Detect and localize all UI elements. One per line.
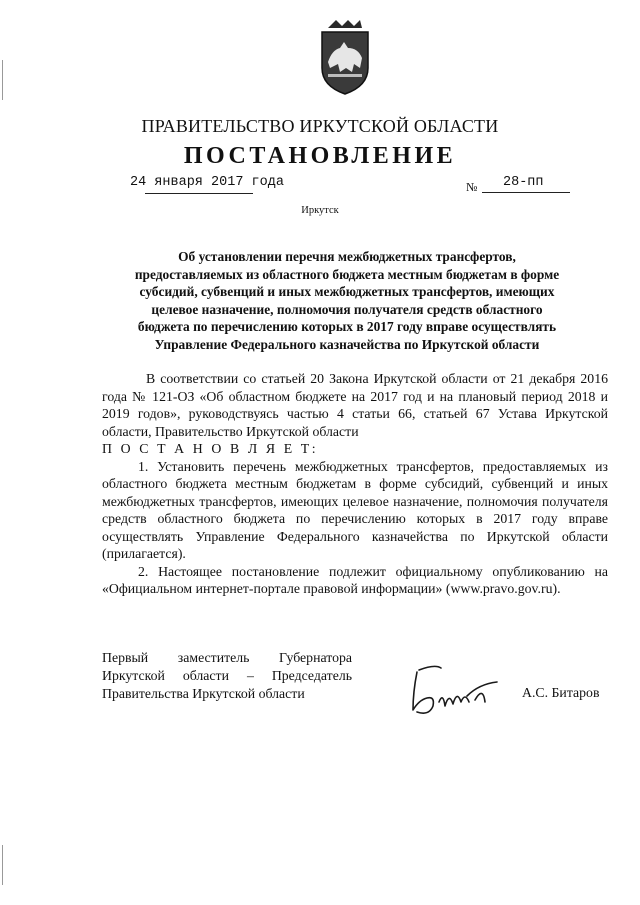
signer-name: А.С. Битаров (522, 685, 600, 700)
title-line: Управление Федерального казначейства по Иркутской области (154, 336, 540, 352)
preamble-paragraph: В соответствии со статьей 20 Закона Иркутской области от 21 декабря 2016 года № 121-ОЗ «Об областном бюджете на 2017 год и на плановый период 2018 и 2019 годов», руководствуясь частью 4 статьи 66, статьей 67 Устава Иркутской области, Правительство Иркутской области (102, 371, 608, 439)
handwritten-signature-icon (405, 662, 505, 724)
position-line: Первый заместитель Губернатора (102, 650, 352, 665)
city-name: Иркутск (301, 205, 339, 216)
signatory-position (102, 649, 352, 703)
document-body (102, 370, 608, 598)
date-underline (145, 193, 253, 194)
title-line: субсидий, субвенций и иных межбюджетных трансфертов, имеющих (139, 284, 555, 299)
scan-margin-mark (2, 845, 3, 885)
title-line: Об установлении перечня межбюджетных трансфертов, (178, 249, 516, 264)
item-1-paragraph: 1. Установить перечень межбюджетных трансфертов, предоставляемых из областного бюджета местным бюджетам в форме субсидий, субвенций и иных межбюджетных трансфертов, имеющих целевое назначение, полномочия получателя средств областного бюджета по перечислению которых в 2017 году вправе осуществлять Управление Федерального казначейства по Иркутской области (прилагается). (102, 458, 608, 561)
position-line: Правительства Иркутской области (102, 686, 305, 701)
government-name: ПРАВИТЕЛЬСТВО ИРКУТСКОЙ ОБЛАСТИ (141, 116, 499, 136)
item-2-paragraph: 2. Настоящее постановление подлежит официальному опубликованию на «Официальном интернет-портале правовой информации» (www.pravo.gov.ru). (102, 563, 608, 596)
position-line: Иркутской области – Председатель (102, 668, 352, 683)
document-date: 24 января 2017 года (130, 175, 284, 190)
title-line: предоставляемых из областного бюджета местным бюджетам в форме (134, 266, 560, 282)
decree-word: П О С Т А Н О В Л Я Е Т: (102, 441, 319, 456)
coat-of-arms-icon (318, 18, 372, 96)
document-title (100, 248, 594, 353)
title-line: бюджета по перечислению которых в 2017 году вправе осуществлять (137, 319, 557, 334)
document-number: 28-пп (503, 175, 544, 190)
title-line: целевое назначение, полномочия получателя средств областного (151, 301, 543, 317)
number-underline (482, 192, 570, 193)
document-type: ПОСТАНОВЛЕНИЕ (183, 143, 457, 169)
scan-margin-mark (2, 60, 3, 100)
number-sign: № (466, 180, 478, 194)
